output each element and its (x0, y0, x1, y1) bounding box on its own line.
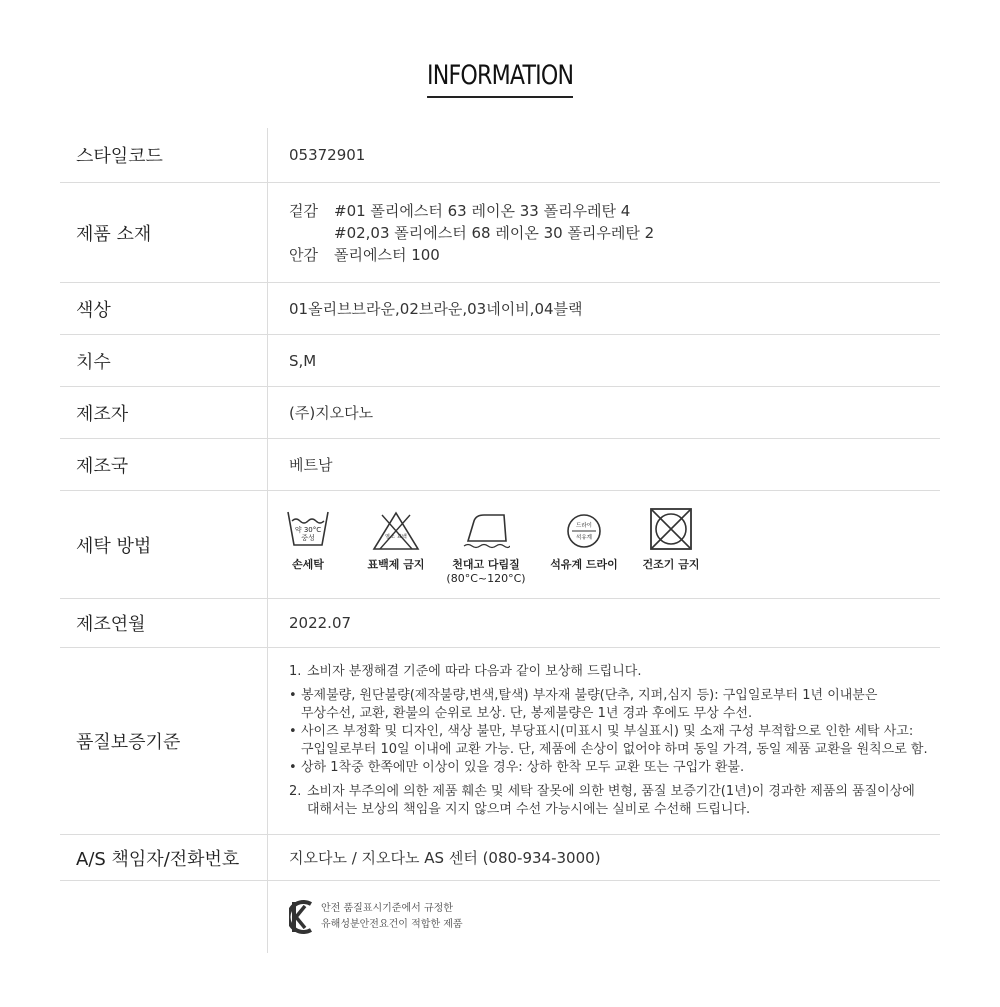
value-style-code: 05372901 (289, 146, 366, 164)
quality-bullet-2b: 구입일로부터 10일 이내에 교환 가능. 단, 제품에 손상이 없어야 하며 동일 가격, 동일 제품 교환을 원칙으로 함. (301, 742, 928, 757)
label-wash: 세탁 방법 (60, 491, 268, 598)
dry-clean-icon (566, 513, 602, 549)
care-label-no-tumble-dry: 건조기 금지 (642, 558, 700, 571)
care-no-bleach (351, 511, 441, 572)
value-maker: (주)지오다노 (289, 404, 374, 422)
care-label-no-bleach: 표백제 금지 (367, 558, 425, 571)
care-label-dry-clean: 석유계 드라이 (550, 558, 618, 571)
value-size: S,M (289, 351, 317, 370)
kc-line-2: 유해성분안전요건이 적합한 제품 (321, 919, 463, 930)
no-bleach-icon (372, 511, 420, 551)
quality-num-2: 2. (289, 784, 302, 799)
row-as (60, 835, 940, 881)
label-style-code: 스타일코드 (60, 128, 268, 182)
page-title (0, 58, 1000, 98)
row-quality (60, 648, 940, 835)
row-date (60, 599, 940, 648)
quality-text-2a: 소비자 부주의에 의한 제품 훼손 및 세탁 잘못에 의한 변형, 품질 보증기간(1년)이 경과한 제품의 품질이상에 (307, 784, 915, 799)
row-size (60, 335, 940, 387)
quality-bullet-3: • 상하 1착중 한쪽에만 이상이 있을 경우: 상하 한착 모두 교환 또는 구입가 환불. (289, 760, 745, 775)
value-material (268, 183, 940, 282)
care-label-iron: 천대고 다림질 (452, 558, 520, 571)
value-quality (268, 648, 940, 834)
label-maker: 제조자 (60, 387, 268, 438)
row-color (60, 283, 940, 335)
material-outer-1: #01 폴리에스터 63 레이온 33 폴리우레탄 4 (334, 201, 631, 220)
care-dry-clean (539, 513, 629, 572)
material-inner-line (289, 244, 440, 266)
no-bleach-icon-text-2: 표백 (397, 534, 407, 540)
quality-bullet-1: • 봉제불량, 원단불량(제작불량,변색,탈색) 부자재 불량(단추, 지퍼,심지 등): 구입일로부터 1년 이내분은 (289, 688, 878, 703)
quality-text-2b: 대해서는 보상의 책임을 지지 않으며 수선 가능시에는 실비로 수선해 드립니다. (307, 802, 751, 817)
quality-bullet-2a: 사이즈 부정확 및 디자인, 색상 불만, 부당표시(미표시 및 부실표시) 및 소재 구성 부적합으로 인한 세탁 사고: (301, 724, 914, 739)
value-wash (268, 491, 940, 598)
value-as: 지오다노 / 지오다노 AS 센터 (080-934-3000) (289, 849, 601, 867)
label-size: 치수 (60, 335, 268, 386)
quality-bullet-1a: 봉제불량, 원단불량(제작불량,변색,탈색) 부자재 불량(단추, 지퍼,심지 등): 구입일로부터 1년 이내분은 (301, 688, 878, 703)
no-bleach-icon-text-1: 염소 (385, 534, 395, 540)
material-outer-2: #02,03 폴리에스터 68 레이온 30 폴리우레탄 2 (334, 223, 655, 242)
row-wash (60, 491, 940, 599)
no-tumble-dry-icon (649, 507, 693, 551)
dry-clean-icon-text-1: 드라이 (576, 523, 592, 529)
care-no-tumble-dry (631, 507, 711, 572)
material-inner: 폴리에스터 100 (334, 245, 440, 264)
label-quality: 품질보증기준 (60, 648, 268, 834)
hand-wash-icon-text-1: 약 30°C (294, 526, 322, 534)
label-as: A/S 책임자/전화번호 (60, 835, 268, 880)
information-table (60, 128, 940, 953)
label-country: 제조국 (60, 439, 268, 490)
material-outer-line-2 (289, 222, 654, 244)
care-sub-iron: (80°C~120°C) (446, 572, 526, 585)
quality-num-1: 1. (289, 664, 302, 679)
material-inner-key: 안감 (289, 245, 318, 264)
kc-mark-icon (289, 898, 315, 936)
label-material: 제품 소재 (60, 183, 268, 282)
title-text: INFORMATION (427, 58, 573, 98)
label-color: 색상 (60, 283, 268, 334)
value-color: 01올리브브라운,02브라운,03네이비,04블랙 (289, 300, 583, 318)
dry-clean-icon-text-2: 석유계 (576, 535, 592, 541)
quality-bullet-1b: 무상수선, 교환, 환불의 순위로 보상. 단, 봉제불량은 1년 경과 후에도 무상 수선. (301, 706, 753, 721)
kc-text (321, 901, 463, 933)
label-date: 제조연월 (60, 599, 268, 647)
quality-bullet-3a: 상하 1착중 한쪽에만 이상이 있을 경우: 상하 한착 모두 교환 또는 구입가 환불. (301, 760, 745, 775)
care-iron (441, 511, 531, 586)
material-outer-key: 겉감 (289, 201, 318, 220)
row-style-code (60, 128, 940, 183)
care-hand-wash (287, 509, 329, 572)
value-country: 베트남 (289, 456, 333, 474)
care-label-hand-wash: 손세탁 (292, 558, 324, 571)
row-maker (60, 387, 940, 439)
row-kc (60, 881, 940, 953)
hand-wash-icon-text-2: 중성 (301, 534, 315, 542)
value-date: 2022.07 (289, 614, 352, 632)
hand-wash-icon (287, 509, 329, 549)
quality-item-1 (289, 663, 641, 681)
value-kc (268, 881, 940, 953)
quality-text-1: 소비자 분쟁해결 기준에 따라 다음과 같이 보상해 드립니다. (307, 664, 642, 679)
row-country (60, 439, 940, 491)
row-material (60, 183, 940, 283)
material-outer-line-1 (289, 200, 630, 222)
iron-icon (462, 511, 510, 551)
quality-bullet-2: • 사이즈 부정확 및 디자인, 색상 불만, 부당표시(미표시 및 부실표시) 및 소재 구성 부적합으로 인한 세탁 사고: (289, 724, 914, 739)
kc-line-1: 안전 품질표시기준에서 규정한 (321, 903, 453, 914)
quality-item-2 (289, 783, 915, 801)
